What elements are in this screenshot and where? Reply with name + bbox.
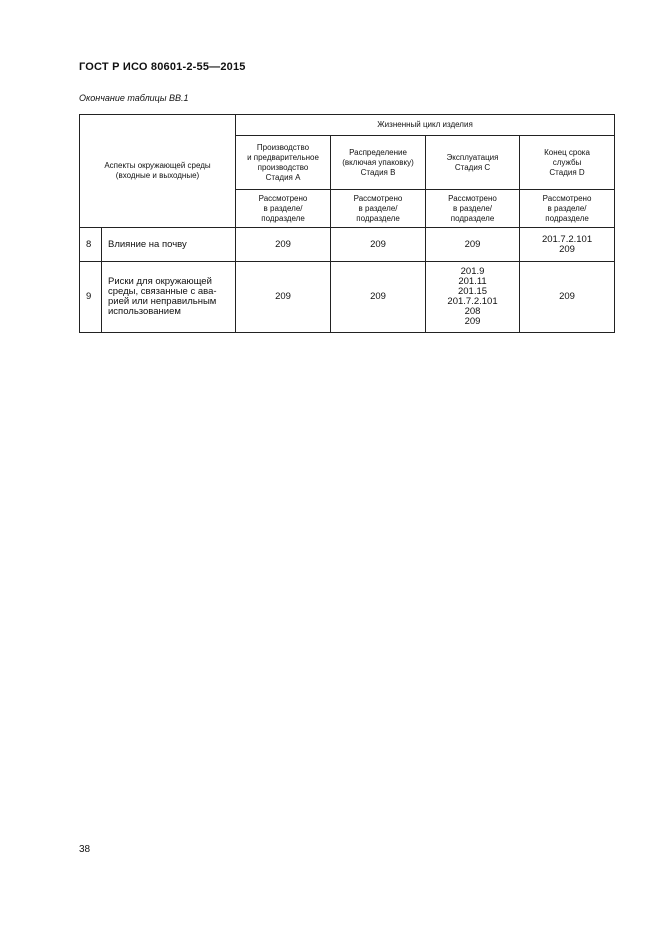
row-cell [236,228,331,262]
stage-text: Стадия В [360,167,396,177]
row-aspect [102,228,236,262]
cell-value: 209 [275,291,291,302]
stage-text: Стадия С [454,162,491,172]
considered-cell [426,190,520,228]
considered-text: Рассмотрено [542,193,592,203]
cell-value: 201.11 [458,276,487,287]
aspects-header-line: (входные и выходные) [115,171,200,180]
table-row [80,228,615,262]
stage-b-header [331,136,426,190]
considered-text: подразделе [545,213,589,223]
row-cell [331,262,426,333]
considered-text: в разделе/ [358,203,398,213]
stage-text: Стадия А [265,172,301,182]
cell-value: 209 [464,316,481,327]
considered-text: подразделе [450,213,495,223]
page-number: 38 [79,844,91,855]
row-cell [426,228,520,262]
considered-cell [331,190,426,228]
considered-text: Рассмотрено [448,193,497,203]
lifecycle-header: Жизненный цикл изделия [236,115,615,136]
table-row [80,262,615,333]
cell-value: 201.9 [460,266,485,277]
aspects-header-line: Аспекты окружающей среды [104,161,211,170]
row-cell [236,262,331,333]
stage-text: (включая упаковку) [342,157,414,167]
aspect-text: рией или неправильным [108,296,217,307]
considered-text: Рассмотрено [258,193,308,203]
row-cell [520,228,615,262]
stage-text: Стадия D [549,167,585,177]
row-cell [520,262,615,333]
stage-text: Конец срока [544,147,590,157]
considered-text: в разделе/ [453,203,492,213]
row-number: 8 [80,228,102,262]
cell-value: 209 [559,243,575,255]
cell-value: 209 [370,238,386,250]
stage-text: Производство [256,142,310,152]
stage-text: Распределение [349,147,407,157]
aspect-text: Риски для окружающей [108,276,212,287]
considered-cell [520,190,615,228]
stage-text: и предварительное [247,152,319,162]
cell-value: 209 [464,238,481,250]
document-header: ГОСТ Р ИСО 80601-2-55—2015 [79,61,246,73]
considered-text: подразделе [356,213,400,223]
considered-text: в разделе/ [547,203,587,213]
cell-value: 201.7.2.101 [541,233,593,245]
aspects-header-cell [80,115,236,228]
cell-value: 201.15 [457,286,488,297]
considered-text: в разделе/ [263,203,303,213]
cell-value: 201.7.2.101 [447,296,498,307]
cell-value: 209 [559,291,575,302]
row-number: 9 [80,262,102,333]
row-cell [426,262,520,333]
aspect-text: среды, связанные с ава- [108,286,217,297]
stage-text: Эксплуатация [446,152,499,162]
considered-cell [236,190,331,228]
aspect-text: Влияние на почву [108,238,187,250]
stage-text: производство [257,162,309,172]
row-aspect [102,262,236,333]
considered-text: Рассмотрено [353,193,403,203]
environment-aspects-table [79,114,615,333]
cell-value: 209 [275,238,291,250]
stage-a-header [236,136,331,190]
row-cell [331,228,426,262]
cell-value: 208 [464,306,481,317]
stage-d-header [520,136,615,190]
aspect-text: использованием [108,306,181,317]
cell-value: 209 [370,291,386,302]
stage-text: службы [552,157,582,167]
table-caption: Окончание таблицы ВВ.1 [79,93,189,103]
considered-text: подразделе [261,213,305,223]
stage-c-header [426,136,520,190]
